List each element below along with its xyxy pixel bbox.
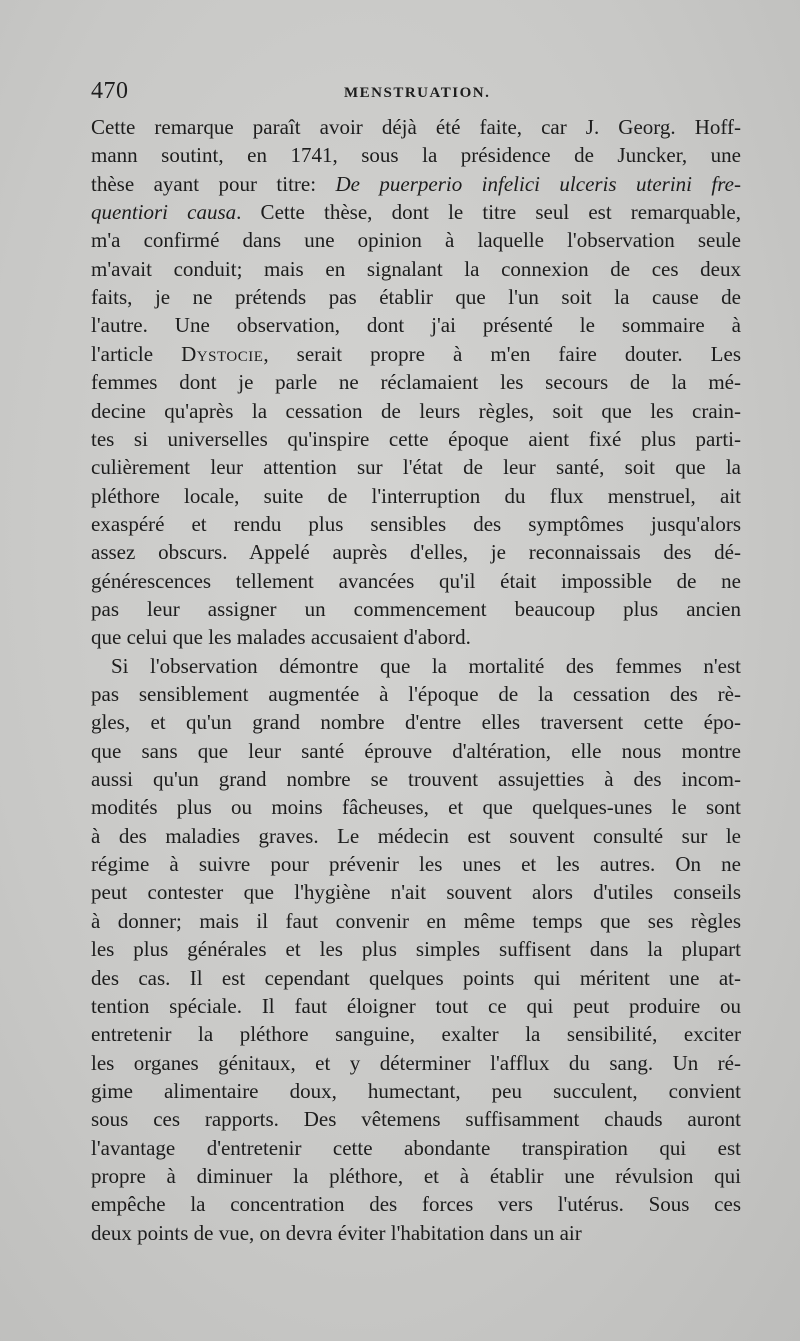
- text-line: [91, 1162, 741, 1190]
- line-text: culièrement leur attention sur l'état de leur santé, soit que la: [91, 455, 741, 479]
- text-line: [91, 935, 741, 963]
- text-line: [91, 680, 741, 708]
- line-text: exaspéré et rendu plus sensibles des symptômes jusqu'alors: [91, 512, 741, 536]
- line-text: modités plus ou moins fâcheuses, et que quelques-unes le sont: [91, 795, 741, 819]
- text-line: [111, 652, 741, 680]
- text-line: [91, 538, 741, 566]
- line-pre: l'article: [91, 342, 182, 366]
- line-text: propre à diminuer la pléthore, et à établir une révulsion qui: [91, 1164, 741, 1188]
- line-text: gime alimentaire doux, humectant, peu succulent, convient: [91, 1079, 741, 1103]
- text-line: [91, 907, 741, 935]
- text-line: [91, 141, 741, 169]
- line-text: , serait propre à m'en faire douter. Les: [263, 342, 741, 366]
- line-text: femmes dont je parle ne réclamaient les secours de la mé-: [91, 370, 741, 394]
- text-line: [91, 1077, 741, 1105]
- line-text: aussi qu'un grand nombre se trouvent assujetties à des incom-: [91, 767, 741, 791]
- line-italic: De puerperio infelici ulceris uterini fre-: [335, 172, 741, 196]
- line-text: entretenir la pléthore sanguine, exalter la sensibilité, exciter: [91, 1022, 741, 1046]
- text-line: [91, 340, 741, 368]
- text-line: [91, 567, 741, 595]
- text-line: [91, 708, 741, 736]
- line-text: l'autre. Une observation, dont j'ai présenté le sommaire à: [91, 313, 741, 337]
- text-line: [91, 964, 741, 992]
- text-line: [91, 737, 741, 765]
- line-text: pléthore locale, suite de l'interruption du flux menstruel, ait: [91, 484, 741, 508]
- line-smallcaps: Dystocie: [181, 342, 264, 366]
- text-line: [91, 453, 741, 481]
- line-text: pas leur assigner un commencement beaucoup plus ancien: [91, 597, 741, 621]
- text-line: [91, 425, 741, 453]
- line-text: deux points de vue, on devra éviter l'habitation dans un air: [91, 1221, 582, 1245]
- text-line: [91, 1219, 741, 1247]
- text-line: [91, 198, 741, 226]
- text-line: [91, 311, 741, 339]
- text-line: [91, 1134, 741, 1162]
- line-text: générescences tellement avancées qu'il était impossible de ne: [91, 569, 741, 593]
- text-line: [91, 113, 741, 141]
- text-line: [91, 1020, 741, 1048]
- text-line: [91, 170, 741, 198]
- text-line: [91, 623, 741, 651]
- text-line: [91, 595, 741, 623]
- line-pre: thèse ayant pour titre:: [91, 172, 336, 196]
- line-text: empêche la concentration des forces vers l'utérus. Sous ces: [91, 1192, 741, 1216]
- line-text: assez obscurs. Appelé auprès d'elles, je reconnaissais des dé-: [91, 540, 741, 564]
- line-text: Cette remarque paraît avoir déjà été faite, car J. Georg. Hoff-: [91, 115, 741, 139]
- page-header: [91, 78, 731, 108]
- line-text: tention spéciale. Il faut éloigner tout ce qui peut produire ou: [91, 994, 741, 1018]
- text-line: [91, 822, 741, 850]
- line-text: les plus générales et les plus simples suffisent dans la plupart: [91, 937, 741, 961]
- line-text: à des maladies graves. Le médecin est souvent consulté sur le: [91, 824, 741, 848]
- line-text: pas sensiblement augmentée à l'époque de la cessation des rè-: [91, 682, 741, 706]
- text-line: [91, 226, 741, 254]
- line-text: mann soutint, en 1741, sous la présidence de Juncker, une: [91, 143, 741, 167]
- line-text: l'avantage d'entretenir cette abondante transpiration qui est: [91, 1136, 741, 1160]
- text-line: [91, 793, 741, 821]
- line-text: m'a confirmé dans une opinion à laquelle l'observation seule: [91, 228, 741, 252]
- text-line: [91, 397, 741, 425]
- text-line: [91, 1105, 741, 1133]
- text-line: [91, 850, 741, 878]
- line-text: à donner; mais il faut convenir en même temps que ses règles: [91, 909, 741, 933]
- running-title: MENSTRUATION.: [344, 85, 491, 101]
- text-line: [91, 482, 741, 510]
- text-line: [91, 992, 741, 1020]
- line-text: que sans que leur santé éprouve d'altération, elle nous montre: [91, 739, 741, 763]
- line-text: régime à suivre pour prévenir les unes et les autres. On ne: [91, 852, 741, 876]
- text-line: [91, 1049, 741, 1077]
- line-text: faits, je ne prétends pas établir que l'un soit la cause de: [91, 285, 741, 309]
- line-text: Si l'observation démontre que la mortalité des femmes n'est: [111, 654, 741, 678]
- page-number: 470: [91, 78, 129, 104]
- text-line: [91, 283, 741, 311]
- line-text: des cas. Il est cependant quelques points qui méritent une at-: [91, 966, 741, 990]
- line-text: decine qu'après la cessation de leurs règles, soit que les crain-: [91, 399, 741, 423]
- line-text: que celui que les malades accusaient d'abord.: [91, 625, 471, 649]
- line-text: les organes génitaux, et y déterminer l'afflux du sang. Un ré-: [91, 1051, 741, 1075]
- text-line: [91, 878, 741, 906]
- line-text: peut contester que l'hygiène n'ait souvent alors d'utiles conseils: [91, 880, 741, 904]
- text-line: [91, 510, 741, 538]
- line-text: m'avait conduit; mais en signalant la connexion de ces deux: [91, 257, 741, 281]
- text-line: [91, 368, 741, 396]
- line-text: . Cette thèse, dont le titre seul est remarquable,: [236, 200, 741, 224]
- text-line: [91, 1190, 741, 1218]
- line-italic: quentiori causa: [91, 200, 237, 224]
- line-text: gles, et qu'un grand nombre d'entre elles traversent cette épo-: [91, 710, 741, 734]
- line-text: tes si universelles qu'inspire cette époque aient fixé plus parti-: [91, 427, 741, 451]
- text-line: [91, 765, 741, 793]
- text-line: [91, 255, 741, 283]
- line-text: sous ces rapports. Des vêtemens suffisamment chauds auront: [91, 1107, 741, 1131]
